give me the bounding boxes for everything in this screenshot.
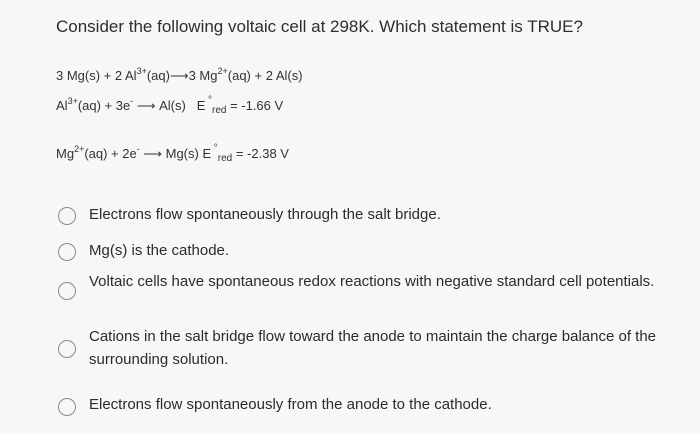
- mg-charge: 2+: [74, 144, 85, 154]
- mg-red-label: red: [217, 153, 233, 164]
- mg-rest: (aq) + 2e: [84, 146, 137, 161]
- overall-left: 3 Mg(s) + 2 Al: [56, 68, 137, 83]
- al-half-reaction: [56, 95, 283, 116]
- radio-button[interactable]: [58, 282, 76, 300]
- answer-option-label[interactable]: Electrons flow spontaneously from the anode to the cathode.: [89, 396, 492, 413]
- overall-left-charge: 3+: [136, 66, 147, 76]
- al-electron-charge: -: [130, 96, 134, 106]
- radio-button[interactable]: [58, 398, 76, 416]
- al-rest: (aq) + 3e: [77, 98, 131, 113]
- overall-reaction: [56, 66, 303, 84]
- overall-left-state: (aq): [146, 68, 170, 83]
- al-product: Al(s): [159, 98, 186, 113]
- overall-right-rest: (aq) + 2 Al(s): [227, 68, 303, 83]
- overall-right-charge: 2+: [217, 66, 228, 76]
- question-text: Consider the following voltaic cell at 298K. Which statement is TRUE?: [56, 17, 583, 36]
- mg-e-label: E: [202, 146, 212, 161]
- reaction-arrow: ⟶: [136, 98, 156, 113]
- answer-option-label[interactable]: Mg(s) is the cathode.: [89, 242, 230, 259]
- reaction-arrow: ⟶: [143, 146, 162, 161]
- mg-half-reaction: [56, 143, 289, 164]
- radio-button[interactable]: [58, 207, 76, 225]
- answer-option-label[interactable]: Electrons flow spontaneously through the salt bridge.: [89, 206, 441, 223]
- radio-button[interactable]: [58, 340, 76, 358]
- answer-option-label[interactable]: Voltaic cells have spontaneous redox reactions with negative standard cell potentials.: [89, 273, 655, 290]
- al-e-label: E: [196, 98, 206, 113]
- mg-species: Mg: [56, 146, 75, 161]
- overall-right: 3 Mg: [188, 68, 218, 83]
- al-charge: 3+: [67, 96, 78, 106]
- radio-button[interactable]: [58, 243, 76, 261]
- al-potential: = -1.66 V: [230, 98, 284, 113]
- reaction-arrow: ⟶: [169, 68, 189, 83]
- al-red-label: red: [211, 105, 227, 116]
- mg-electron-charge: -: [136, 144, 140, 154]
- answer-option-label[interactable]: Cations in the salt bridge flow toward the anode to maintain the charge balance of the surrounding solution.: [89, 328, 657, 368]
- al-species: Al: [56, 98, 68, 113]
- mg-degree: °: [213, 143, 218, 154]
- mg-potential: = -2.38 V: [235, 146, 289, 161]
- mg-product: Mg(s): [165, 146, 199, 161]
- al-degree: °: [207, 95, 212, 106]
